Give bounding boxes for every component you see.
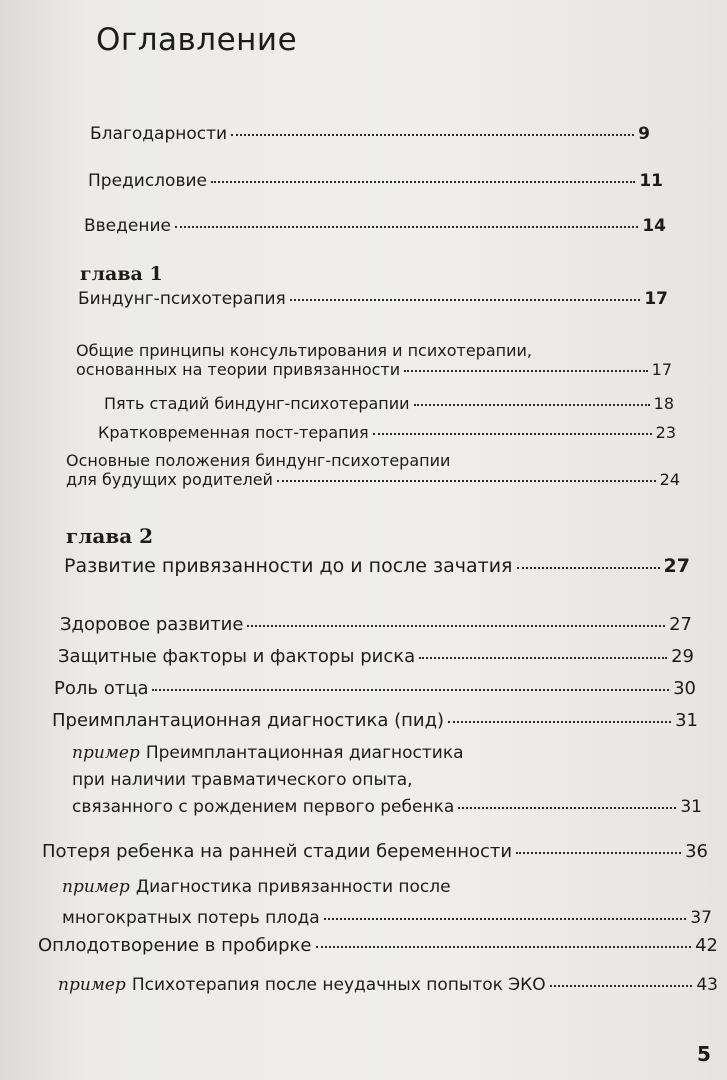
toc-entry-general-principles [76,341,672,379]
toc-entry-last-line [76,360,672,379]
toc-page-number: 24 [659,470,680,489]
toc-entry-label: Оплодотворение в пробирке [38,935,312,956]
toc-entry-last-line [62,903,712,934]
toc-entry-label: Введение [84,216,171,236]
toc-entry-label: Роль отца [54,678,149,699]
dot-leader [175,226,638,228]
dot-leader [211,181,635,183]
toc-entry-pgd [52,710,698,731]
dot-leader [277,480,656,482]
dot-leader [550,985,693,987]
dot-leader [247,625,665,627]
toc-entry-early-loss [42,841,708,862]
toc-chapter-2-title [64,555,690,577]
dot-leader [290,299,641,301]
toc-entry-label: Преимплантационная диагностика [145,743,464,763]
toc-entry-label-line: при наличии травматического опыта, [72,770,413,790]
toc-example-line [72,740,702,767]
dot-leader [419,657,667,659]
toc-entry-label: Преимплантационная диагностика (пид) [52,710,445,731]
toc-entry-label: Психотерапия после неудачных попыток ЭКО [131,975,546,995]
toc-entry-label: Кратковременная пост-терапия [98,423,369,442]
toc-page-number: 11 [639,171,663,191]
toc-page-number: 17 [651,360,672,379]
toc-example-line [62,872,712,903]
toc-entry-label: Диагностика привязанности после [135,877,451,897]
example-marker: пример [62,877,130,897]
toc-entry-five-stages [104,394,674,413]
toc-entry-basic-provisions [66,451,680,489]
toc-entry-label: Потеря ребенка на ранней стадии беременности [42,841,513,862]
dot-leader [516,852,681,854]
toc-page-number: 23 [655,423,676,442]
dot-leader [458,807,676,809]
dot-leader [231,134,634,136]
toc-page-number: 36 [685,841,708,862]
toc-entry-label: Развитие привязанности до и после зачатия [64,555,513,577]
toc-entry-label-line: Основные положения биндунг-психотерапии [66,451,451,470]
toc-page-number: 30 [673,678,696,699]
dot-leader [448,721,671,723]
toc-page-number: 42 [695,935,718,956]
dot-leader [404,370,648,372]
toc-page-number: 27 [669,614,692,635]
toc-entry-protective-factors [58,646,694,667]
toc-page-number: 27 [663,555,690,577]
toc-chapter-1-title [78,289,668,309]
toc-entry-label: основанных на теории привязанности [76,360,401,379]
toc-page-number: 9 [638,124,650,144]
toc-entry-last-line [72,794,702,821]
toc-entry-preface [88,171,663,191]
toc-entry-label: Здоровое развитие [60,614,244,635]
toc-example-pgd-trauma [72,740,702,821]
toc-entry-acknowledgements [90,124,650,144]
example-marker: пример [72,743,140,763]
toc-entry-introduction [84,216,666,236]
toc-entry-short-post-therapy [98,423,676,442]
page-title: Оглавление [96,22,298,58]
dot-leader [316,946,692,948]
chapter-2-label: глава 2 [66,524,154,548]
toc-entry-label: многократных потерь плода [62,908,320,928]
toc-entry-label: Предисловие [88,171,207,191]
toc-example-multiple-losses [62,872,712,934]
toc-entry-label: Благодарности [90,124,228,144]
toc-example-ivf-therapy [58,975,718,995]
toc-page-number: 18 [653,394,674,413]
example-marker: пример [58,975,126,995]
dot-leader [152,689,669,691]
toc-page-number: 31 [680,797,702,817]
dot-leader [324,918,687,920]
toc-entry-label: Пять стадий биндунг-психотерапии [104,394,410,413]
toc-entry-label: Биндунг-психотерапия [78,289,286,309]
toc-entry-ivf [38,935,718,956]
toc-page-number: 17 [644,289,668,309]
toc-page-number: 14 [642,216,666,236]
toc-entry-healthy-development [60,614,692,635]
dot-leader [373,433,652,435]
toc-page-number: 29 [671,646,694,667]
toc-entry-label-line: Общие принципы консультирования и психотерапии, [76,341,532,360]
toc-entry-father-role [54,678,696,699]
dot-leader [414,404,650,406]
toc-entry-label: для будущих родителей [66,470,273,489]
dot-leader [517,567,660,569]
chapter-1-label: глава 1 [80,263,163,285]
toc-entry-label: Защитные факторы и факторы риска [58,646,416,667]
toc-page-number: 31 [675,710,698,731]
toc-entry-label: связанного с рождением первого ребенка [72,797,455,817]
toc-entry-label-wrap [58,975,546,995]
toc-entry-last-line [66,470,680,489]
page-number-folio: 5 [697,1042,711,1066]
toc-page-number: 37 [690,908,712,928]
toc-page-number: 43 [696,975,718,995]
